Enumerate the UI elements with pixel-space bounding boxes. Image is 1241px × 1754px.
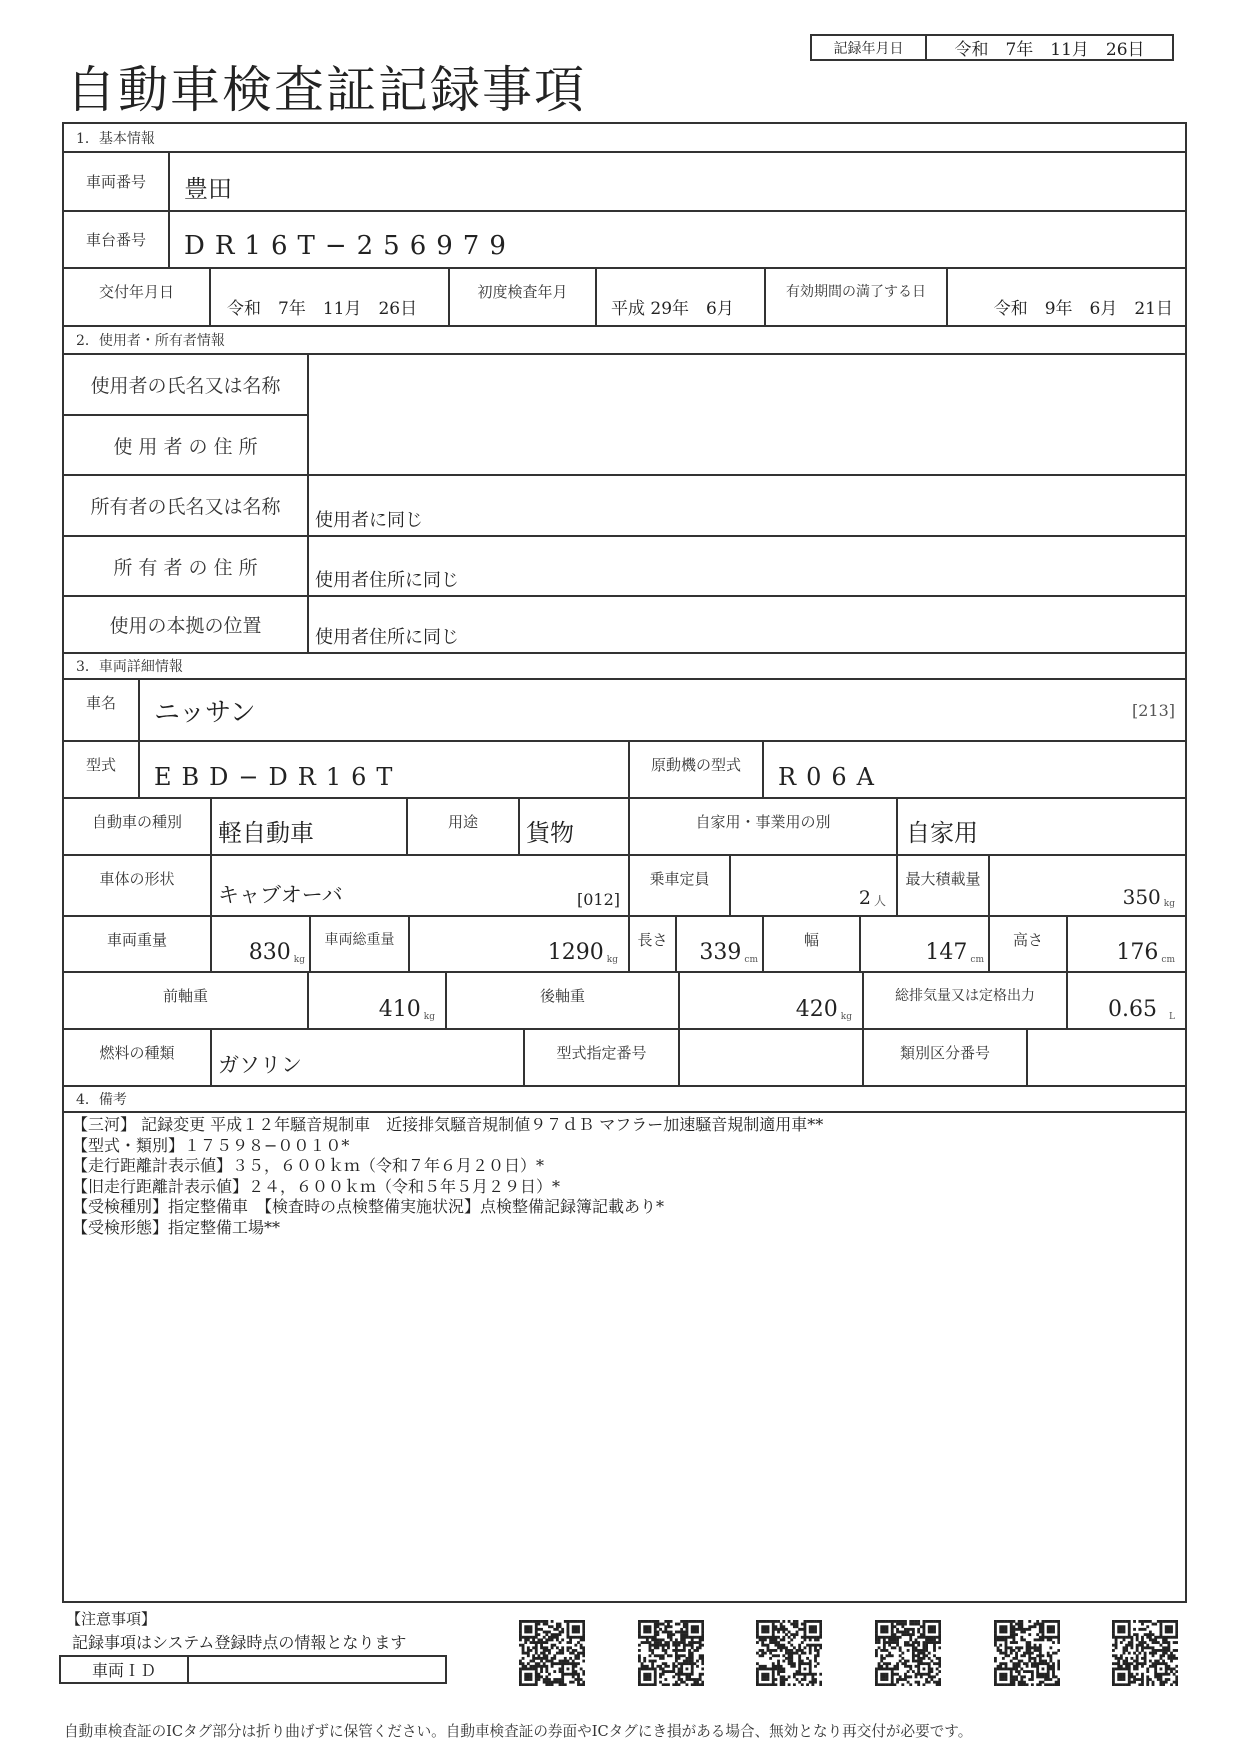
vehicle-id-value [189,1657,445,1682]
car-name-label: 車名 [64,680,140,742]
max-load-unit: kg [1163,899,1175,909]
capacity-unit: 人 [873,894,886,908]
height-cell [1068,917,1185,973]
vehicle-weight-cell [212,917,311,973]
owner-name-value: 使用者に同じ [309,476,1185,537]
user-info-value [309,355,1185,476]
section4-header: 4．備考 [64,1087,1185,1113]
expiry-date-value: 令和 9年 6月 21日 [948,269,1185,327]
qr-code-2-icon [638,1620,704,1686]
base-location-value: 使用者住所に同じ [309,597,1185,654]
gross-weight-value: 1290 [547,940,604,965]
engine-model-label: 原動機の型式 [630,742,764,799]
owner-name-label: 所有者の氏名又は名称 [64,476,309,537]
length-label: 長さ [630,917,677,973]
vehicle-type-label: 自動車の種別 [64,799,212,856]
car-name-code: [213] [1131,700,1175,720]
width-unit: cm [970,955,984,965]
remark-line: 【型式・類別】１７５９８−００１０* [72,1135,350,1155]
remarks-body [72,1115,1182,1238]
private-business-value: 自家用 [898,799,1185,856]
vehicle-number-label: 車両番号 [64,153,170,212]
displacement-value: 0.65 [1108,997,1158,1022]
remark-line: 【走行距離計表示値】３５，６００ｋｍ（令和７年６月２０日）* [72,1156,545,1175]
engine-model-value: R06A [764,742,1185,799]
width-cell [861,917,990,973]
front-axle-cell [309,973,447,1030]
width-label: 幅 [764,917,861,973]
gross-weight-cell [410,917,630,973]
page-title: 自動車検査証記録事項 [66,61,586,119]
max-load-label: 最大積載量 [898,856,990,917]
private-business-label: 自家用・事業用の別 [630,799,898,856]
rear-axle-label: 後軸重 [447,973,680,1030]
footer-note: 自動車検査証のICタグ部分は折り曲げずに保管ください。自動車検査証の券面やICタグにき損がある場合、無効となり再交付が必要です。 [64,1723,973,1740]
vehicle-id-box [59,1655,447,1684]
type-designation-label: 型式指定番号 [525,1030,680,1087]
height-label: 高さ [990,917,1068,973]
qr-code-3-icon [756,1620,822,1686]
displacement-cell [1068,973,1185,1030]
owner-address-value: 使用者住所に同じ [309,537,1185,597]
fuel-value: ガソリン [212,1030,525,1087]
notes-text: 記録事項はシステム登録時点の情報となります [72,1633,407,1652]
height-value: 176 [1116,940,1159,965]
remark-line: 【旧走行距離計表示値】２４，６００ｋｍ（令和５年５月２９日）* [72,1176,561,1196]
max-load-value: 350 [1122,885,1161,909]
rear-axle-value: 420 [795,997,838,1022]
issue-date-label: 交付年月日 [64,269,211,327]
rear-axle-cell [680,973,864,1030]
displacement-label: 総排気量又は定格出力 [864,973,1068,1030]
max-load-cell [990,856,1185,917]
chassis-number-value: DR16T−256979 [170,212,1185,269]
vehicle-weight-value: 830 [248,940,291,965]
body-shape-cell [212,856,630,917]
length-unit: cm [744,955,758,965]
record-date-value: 令和 7年 11月 26日 [954,40,1145,60]
car-name-cell [140,680,1185,742]
first-registration-value: 平成 29年 6月 [597,269,766,327]
type-designation-value [680,1030,864,1087]
record-date-label: 記録年月日 [812,36,927,59]
gross-weight-label: 車両総重量 [311,917,410,973]
body-shape-code: [012] [576,890,620,909]
chassis-number-label: 車台番号 [64,212,170,269]
qr-code-4-icon [875,1620,941,1686]
length-cell [677,917,764,973]
fuel-label: 燃料の種類 [64,1030,212,1087]
front-axle-label: 前軸重 [64,973,309,1030]
issue-date-value: 令和 7年 11月 26日 [211,269,450,327]
vehicle-weight-label: 車両重量 [64,917,212,973]
remark-line: 【受検種別】指定整備車 【検査時の点検整備実施状況】点検整備記録簿記載あり* [72,1197,665,1216]
front-axle-unit: kg [423,1012,435,1022]
first-registration-label: 初度検査年月 [450,269,597,327]
qr-code-1-icon [519,1620,585,1686]
section1-header: 1．基本情報 [64,124,1185,153]
base-location-label: 使用の本拠の位置 [64,597,309,654]
notes-header: 【注意事項】 [66,1610,157,1628]
rear-axle-unit: kg [840,1012,852,1022]
model-value: EBD−DR16T [140,742,630,799]
vehicle-type-value: 軽自動車 [212,799,408,856]
remark-line: 【三河】 記録変更 平成１２年騒音規制車 近接排気騒音規制値９７ｄＢ マフラー加速騒音規制適用車** [72,1115,824,1134]
qr-code-5-icon [994,1620,1060,1686]
vehicle-number-value: 豊田 [170,153,1185,212]
qr-code-6-icon [1112,1620,1178,1686]
category-number-value [1028,1030,1185,1087]
capacity-label: 乗車定員 [630,856,731,917]
record-date-box [810,34,1174,61]
height-unit: cm [1161,955,1175,965]
capacity-cell [731,856,898,917]
width-value: 147 [925,940,968,965]
displacement-unit: L [1169,1012,1175,1022]
body-shape-value: キャブオーバ [218,883,343,907]
car-name-value: ニッサン [154,697,256,728]
section3-header: 3．車両詳細情報 [64,654,1185,680]
vehicle-weight-unit: kg [293,955,305,965]
vehicle-id-label: 車両ＩＤ [61,1657,189,1682]
gross-weight-unit: kg [606,955,618,965]
user-name-label: 使用者の氏名又は名称 [64,355,309,416]
remark-line: 【受検形態】指定整備工場** [72,1217,281,1237]
body-shape-label: 車体の形状 [64,856,212,917]
section2-header: 2．使用者・所有者情報 [64,327,1185,355]
expiry-date-label: 有効期間の満了する日 [766,269,948,327]
owner-address-label: 所 有 者 の 住 所 [64,537,309,597]
purpose-value: 貨物 [520,799,630,856]
capacity-value: 2 [858,887,871,909]
main-form [62,122,1187,1603]
category-number-label: 類別区分番号 [864,1030,1028,1087]
user-address-label: 使 用 者 の 住 所 [64,416,309,476]
purpose-label: 用途 [408,799,520,856]
length-value: 339 [699,940,742,965]
front-axle-value: 410 [378,997,421,1022]
model-label: 型式 [64,742,140,799]
